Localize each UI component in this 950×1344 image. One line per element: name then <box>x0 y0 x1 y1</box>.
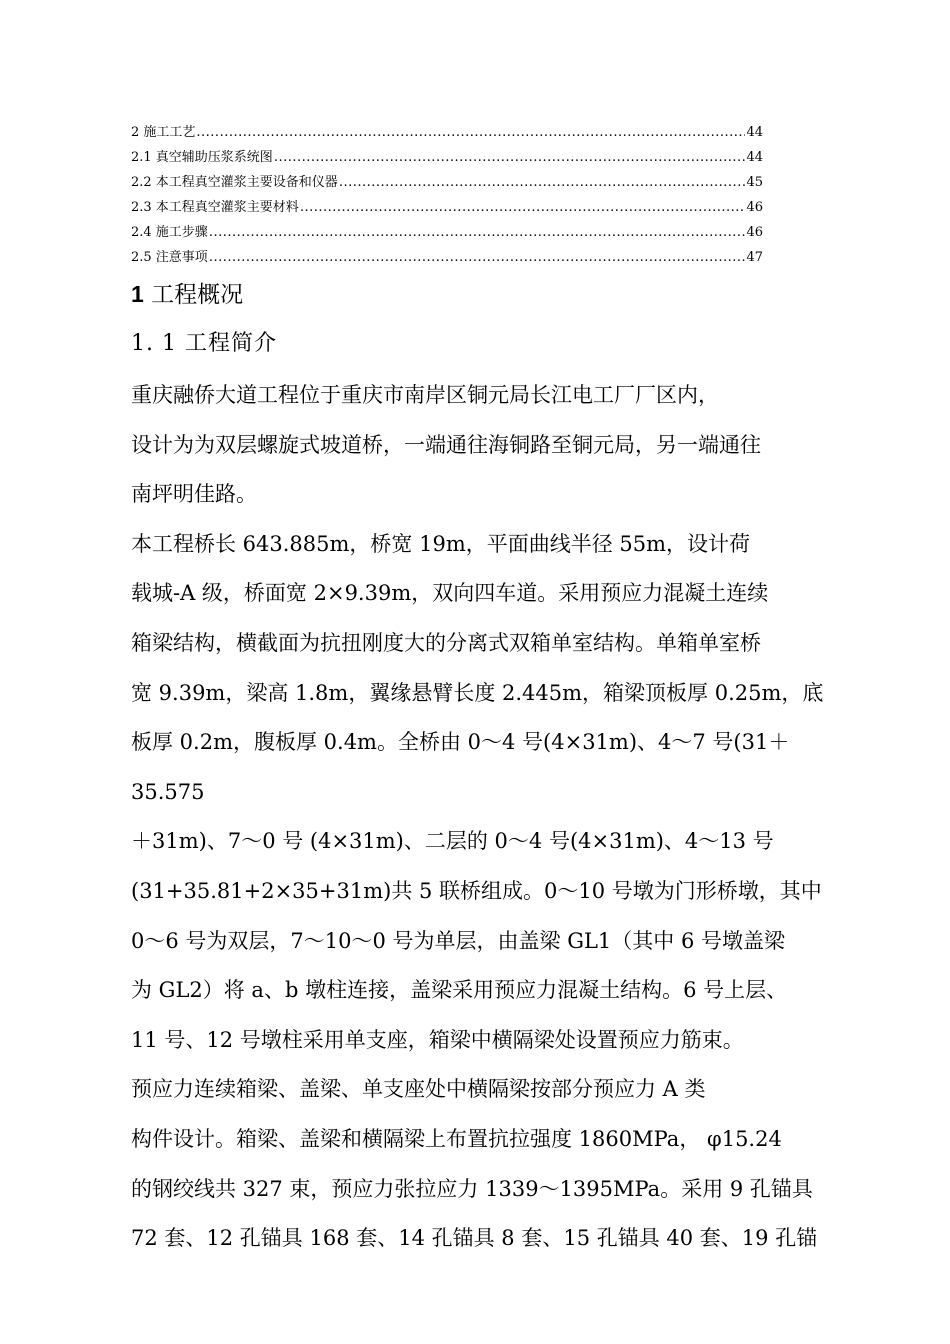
toc-leader-dots <box>196 120 745 145</box>
toc-leader-dots <box>209 245 746 270</box>
toc-entry[interactable] <box>131 195 763 220</box>
text-line: 设计为为双层螺旋式坡道桥，一端通往海铜路至铜元局，另一端通往 <box>131 432 761 457</box>
toc-entry[interactable] <box>131 245 763 270</box>
text-line: 的钢绞线共 327 束，预应力张拉应力 1339～1395MPa。采用 9 孔锚具 <box>131 1176 813 1201</box>
toc-entry-title: 2.4 施工步骤 <box>131 225 208 240</box>
text-line: 载城-A 级，桥面宽 2×9.39m，双向四车道。采用预应力混凝土连续 <box>131 581 769 606</box>
toc-entry-page: 46 <box>746 225 763 240</box>
text-line: 为 GL2）将 a、b 墩柱连接，盖梁采用预应力混凝土结构。6 号上层、 <box>131 978 788 1003</box>
section-heading <box>131 276 243 313</box>
toc-entry-title: 2 施工工艺 <box>131 125 196 140</box>
text-line: 本工程桥长 643.885m，桥宽 19m，平面曲线半径 55m，设计荷 <box>131 531 751 556</box>
text-line: 35.575 <box>131 779 205 804</box>
text-line: 0～6 号为双层，7～10～0 号为单层，由盖梁 GL1（其中 6 号墩盖梁 <box>131 928 785 953</box>
toc-entry-title: 2.2 本工程真空灌浆主要设备和仪器 <box>131 175 338 190</box>
toc-entry-page: 46 <box>746 200 763 215</box>
toc-entry[interactable] <box>131 120 763 145</box>
toc-entry[interactable] <box>131 170 763 195</box>
toc-leader-dots <box>339 170 746 195</box>
toc-entry-page: 47 <box>746 250 763 265</box>
toc-entry-page: 45 <box>746 175 763 190</box>
toc-entry-title: 2.1 真空辅助压浆系统图 <box>131 150 273 165</box>
toc-leader-dots <box>209 220 746 245</box>
toc-entry[interactable] <box>131 145 763 170</box>
text-line: 宽 9.39m，梁高 1.8m，翼缘悬臂长度 2.445m，箱梁顶板厚 0.25m，底 <box>131 680 824 705</box>
text-line: 南坪明佳路。 <box>131 482 257 507</box>
text-line: 板厚 0.2m，腹板厚 0.4m。全桥由 0～4 号(4×31m)、4～7 号(31＋ <box>131 730 790 755</box>
body-text <box>131 371 824 1264</box>
toc-leader-dots <box>274 145 746 170</box>
toc-entry-title: 2.3 本工程真空灌浆主要材料 <box>131 200 299 215</box>
toc-entry-page: 44 <box>746 150 763 165</box>
text-line: 构件设计。箱梁、盖梁和横隔梁上布置抗拉强度 1860MPa， φ15.24 <box>131 1126 782 1151</box>
section-number: 1 <box>131 281 144 307</box>
toc-entry[interactable] <box>131 220 763 245</box>
toc-leader-dots <box>300 195 746 220</box>
toc-entry-title: 2.5 注意事项 <box>131 250 208 265</box>
text-line: 72 套、12 孔锚具 168 套、14 孔锚具 8 套、15 孔锚具 40 套、19 孔锚 <box>131 1226 818 1251</box>
text-line: 重庆融侨大道工程位于重庆市南岸区铜元局长江电工厂厂区内， <box>131 383 719 407</box>
section-title: 工程概况 <box>151 282 244 308</box>
subsection-heading: 1. 1 工程简介 <box>131 331 277 356</box>
text-line: 箱梁结构，横截面为抗扭刚度大的分离式双箱单室结构。单箱单室桥 <box>131 630 761 655</box>
text-line: 预应力连续箱梁、盖梁、单支座处中横隔梁按部分预应力 A 类 <box>131 1077 706 1102</box>
toc-entry-page: 44 <box>746 125 763 140</box>
text-line: ＋31m)、7～0 号 (4×31m)、二层的 0～4 号(4×31m)、4～13 号 <box>131 829 774 854</box>
table-of-contents <box>131 120 763 270</box>
text-line: 11 号、12 号墩柱采用单支座，箱梁中横隔梁处设置预应力筋束。 <box>131 1027 744 1052</box>
text-line: (31+35.81+2×35+31m)共 5 联桥组成。0～10 号墩为门形桥墩，其中 <box>131 878 822 903</box>
